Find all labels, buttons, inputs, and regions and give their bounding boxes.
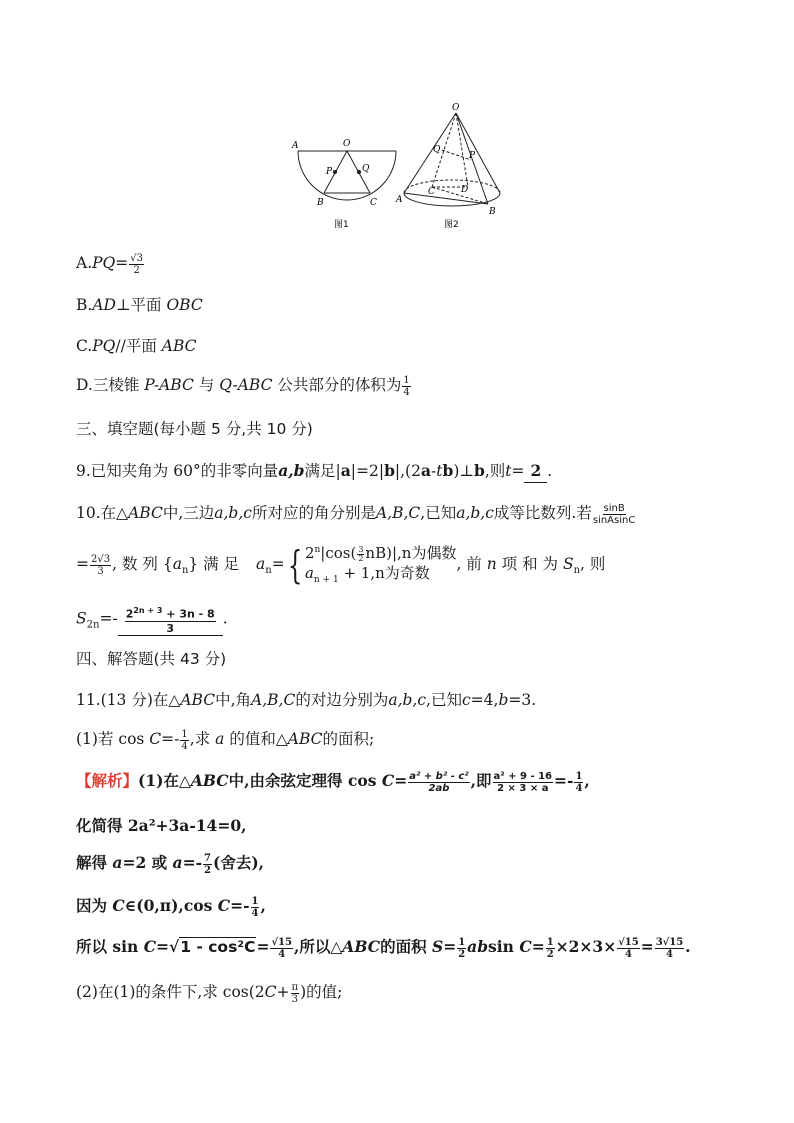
q9-text-4: |,(2 — [394, 462, 421, 480]
option-a-prefix: A. — [76, 254, 93, 272]
sol5-fraction-5 — [655, 937, 684, 960]
q9-text-7: ,则 — [484, 462, 506, 480]
question-9 — [76, 460, 552, 483]
q11-abc: ABC — [180, 691, 216, 709]
sol3-num: 7 — [204, 852, 211, 864]
q10-answer-num — [125, 604, 216, 622]
sol5-C: C — [143, 937, 157, 956]
q10-eq2: = — [99, 609, 113, 628]
q10-ratio-fraction — [90, 554, 111, 577]
fig1-label-O: O — [343, 139, 351, 149]
q10-S2: S — [76, 609, 87, 628]
fig2-label-O: O — [452, 103, 460, 113]
q11-p1-fraction — [180, 729, 188, 752]
q10-answer-blank — [118, 604, 223, 636]
question-10-line-3 — [76, 604, 228, 636]
q9-t2: t — [505, 462, 512, 480]
sol5-num2: 1 — [458, 936, 466, 948]
q10-case2-a: a — [304, 564, 314, 582]
sol5-num5: 3√15 — [655, 936, 684, 948]
question-10-line-1 — [76, 502, 636, 526]
fig1-label-C: C — [370, 198, 377, 208]
sol5-f: = — [443, 937, 457, 956]
sol5-sqrt: 1 - cos²C — [180, 938, 256, 956]
sol3-den: 2 — [204, 864, 211, 876]
q10-case1-exp: n — [314, 545, 321, 555]
figure-1 — [298, 151, 396, 200]
q10-case1-c: nB)|,n为偶数 — [365, 544, 457, 562]
q9-text-1: 9.已知夹角为 60°的非零向量 — [76, 462, 279, 480]
q9-text-6: )⊥ — [453, 462, 474, 480]
sol5-fraction-3 — [546, 937, 555, 960]
fig1-label-A: A — [292, 141, 299, 151]
q9-answer-blank — [524, 460, 547, 483]
q10-ratio-eq: = — [76, 555, 89, 573]
sol3-c: =- — [182, 853, 203, 872]
sol4-fraction — [251, 896, 260, 919]
sol1-fraction-3 — [574, 771, 583, 794]
sol5-den3: 2 — [546, 948, 554, 960]
option-d-fraction — [402, 375, 410, 398]
sol5-num: √15 — [271, 936, 292, 948]
solution-tag: 【解析】 — [76, 771, 139, 790]
option-a — [76, 252, 145, 276]
sol5-i: = — [531, 937, 545, 956]
q9-vec-a2: a — [420, 461, 432, 480]
q10-sin-fraction — [593, 503, 635, 526]
geometry-figures — [0, 0, 794, 240]
q11-p1-a2: a — [215, 730, 225, 748]
sol5-g: ab — [467, 937, 489, 956]
q10-S-sub: n — [573, 565, 581, 577]
option-b-perp: ⊥平面 — [115, 296, 162, 314]
q11-text-f: =3. — [508, 691, 537, 709]
q10-sin-den: sinAsinC — [592, 514, 636, 526]
fig1-label-Q: Q — [362, 164, 370, 174]
q10-case-even — [305, 540, 457, 563]
sol1-num: a² + b² - c² — [409, 770, 469, 782]
q11-p1-c: 的值和△ — [229, 730, 288, 748]
option-a-den: 2 — [133, 264, 140, 276]
sol3-av2: a — [172, 853, 183, 872]
q10-text-10: 项 和 为 — [501, 555, 559, 573]
q10-abc: ABC — [128, 504, 163, 522]
q10-case2-b: + 1,n为奇数 — [338, 564, 430, 582]
sol5-num3: 1 — [546, 936, 554, 948]
q10-an: a — [172, 555, 182, 573]
fig1-label-B: B — [317, 198, 324, 208]
q10-ratio-num: 2√3 — [91, 553, 111, 565]
figure-2 — [404, 113, 500, 206]
q9-text-5: - — [431, 462, 437, 480]
solution-line-1 — [76, 770, 590, 794]
q10-sides: a,b,c — [214, 504, 252, 522]
fig2-label-C: C — [428, 187, 435, 197]
section-4-title: 四、解答题(共 43 分) — [76, 650, 227, 668]
q11-part-2 — [76, 981, 342, 1005]
q11-p1-den: 4 — [181, 740, 188, 752]
q9-t: t — [436, 462, 443, 480]
option-a-fraction — [129, 253, 144, 276]
question-11 — [76, 689, 536, 711]
sol5-den2: 2 — [458, 948, 466, 960]
solution-line-2: 化简得 2a²+3a-14=0, — [76, 816, 247, 835]
q11-p1-abc: ABC — [287, 730, 323, 748]
q10-case1-fraction — [357, 546, 364, 563]
sol5-end: . — [685, 937, 691, 956]
q11-p2-den: 3 — [291, 993, 298, 1005]
fig1-label-P: P — [326, 167, 333, 177]
option-d-t1: 三棱锥 — [92, 376, 140, 394]
q10-ans-den: 3 — [166, 621, 175, 635]
sol5-den: 4 — [278, 948, 286, 960]
q11-c: c — [461, 691, 471, 709]
sol3-d: (舍去), — [212, 853, 265, 872]
sol1-den3: 4 — [575, 782, 583, 794]
sol3-b: =2 或 — [122, 853, 168, 872]
sol1-b: 中,由余弦定理得 cos — [228, 771, 377, 790]
q11-p2-fraction — [291, 982, 300, 1005]
q11-p2-b: )的值; — [300, 983, 343, 1001]
sol5-fraction-2 — [457, 937, 466, 960]
solution-line-3 — [76, 852, 264, 876]
q10-case1-num: 3 — [358, 544, 364, 554]
q9-text-8: = — [511, 462, 525, 480]
option-d-num: 1 — [403, 374, 410, 386]
q11-sides: a,b,c — [388, 691, 427, 709]
sol4-c: =- — [230, 896, 250, 915]
sol5-fraction-1 — [270, 937, 293, 960]
q9-answer: 2 — [530, 461, 542, 480]
q11-p1-b: ,求 — [189, 730, 211, 748]
q10-S: S — [562, 555, 574, 573]
sol5-j: ×2×3× — [555, 937, 617, 956]
q10-angles: A,B,C — [375, 504, 421, 522]
sol4-C2: C — [217, 896, 231, 915]
q10-text-11: , 则 — [580, 555, 606, 573]
sol1-c: ,即 — [470, 771, 492, 790]
sol1-den2: 2 × 3 × a — [497, 782, 549, 794]
option-c-plane: ABC — [161, 337, 197, 355]
q10-text-8: = — [271, 555, 285, 573]
q10-text-7: } 满 足 — [188, 555, 240, 573]
q11-p2-plus: + — [276, 983, 290, 1001]
q11-p1-num: 1 — [181, 728, 188, 740]
sol5-abc: ABC — [342, 937, 381, 956]
sol5-S: S — [431, 937, 444, 956]
sol1-C: C — [381, 771, 395, 790]
q10-cases — [305, 540, 457, 590]
sol5-c: = — [256, 937, 270, 956]
q11-p2-C: C — [264, 983, 277, 1001]
sol4-b: ∈(0,π),cos — [124, 896, 213, 915]
q11-part-1 — [76, 728, 374, 752]
q10-brace: { — [287, 543, 303, 587]
q10-text-3: 所对应的角分别是 — [251, 504, 376, 522]
q10-ratio-den: 3 — [97, 565, 104, 577]
sol3-av: a — [112, 853, 123, 872]
q9-vec-b2: b — [442, 461, 454, 480]
fig1-caption: 图1 — [334, 220, 349, 230]
q9-vec-b: b — [384, 461, 395, 480]
sol1-den: 2ab — [428, 782, 450, 794]
sol1-fraction-2 — [493, 771, 553, 794]
q9-text-3: |=2| — [350, 462, 385, 480]
q9-vec-b3: b — [473, 461, 485, 480]
fig2-label-B: B — [489, 207, 496, 217]
sol3-a: 解得 — [76, 853, 108, 872]
question-10-line-2 — [76, 540, 605, 593]
fig2-label-D: D — [461, 185, 469, 195]
sol1-num3: 1 — [575, 770, 583, 782]
sol4-num: 1 — [251, 895, 259, 907]
option-a-lhs: PQ — [92, 254, 116, 272]
option-d — [76, 374, 412, 398]
q11-text-c: 的对边分别为 — [295, 691, 389, 709]
q11-angles: A,B,C — [251, 691, 296, 709]
q9-text-2: 满足| — [304, 462, 341, 480]
q10-end: . — [222, 609, 228, 628]
option-b-expr: AD — [92, 296, 116, 314]
option-b-prefix: B. — [76, 296, 93, 314]
option-d-den: 4 — [403, 386, 410, 398]
option-c-expr: PQ — [92, 337, 116, 355]
sol1-eq: = — [394, 771, 408, 790]
q10-sides2: a,b,c — [456, 504, 494, 522]
sol5-C2: C — [519, 937, 532, 956]
q10-text-9: , 前 — [456, 555, 482, 573]
section-3-title: 三、填空题(每小题 5 分,共 10 分) — [76, 420, 313, 438]
sol5-fraction-4 — [617, 937, 640, 960]
q10-an2-sub: n — [265, 565, 272, 577]
fig2-caption: 图2 — [444, 220, 459, 230]
q10-case1-b: |cos( — [320, 544, 357, 562]
q10-piecewise — [285, 540, 457, 590]
option-d-t2: 与 — [198, 376, 215, 394]
q11-text-a: 11.(13 分)在△ — [76, 691, 181, 709]
sol4-end: , — [260, 896, 266, 915]
sol5-den4: 4 — [624, 948, 632, 960]
q9-vec-a: a — [340, 461, 351, 480]
q10-ans-rest: + 3n - 8 — [162, 607, 215, 621]
sol5-e: 的面积 — [380, 937, 427, 956]
q11-p1-a: (1)若 cos — [76, 730, 145, 748]
option-c — [76, 335, 197, 357]
q10-text-6: , 数 列 { — [112, 555, 173, 573]
solution-line-5 — [76, 936, 691, 960]
q10-answer-fraction — [125, 604, 216, 635]
q11-b: b — [498, 691, 509, 709]
option-d-t3: 公共部分的体积为 — [277, 376, 402, 394]
q11-text-d: ,已知 — [426, 691, 462, 709]
option-a-eq: = — [115, 254, 129, 272]
q10-ans-exp: 2n + 3 — [133, 606, 163, 615]
option-d-p1: P-ABC — [144, 376, 194, 394]
q11-p1-eq: =- — [161, 730, 180, 748]
sol5-h: sin — [488, 937, 514, 956]
option-c-par: //平面 — [115, 337, 157, 355]
option-b — [76, 294, 203, 316]
q10-an2: a — [256, 555, 266, 573]
q11-p2-num: π — [291, 981, 299, 993]
q10-S2-sub: 2n — [86, 619, 100, 631]
fig2-label-A: A — [396, 195, 403, 205]
option-d-prefix: D. — [76, 376, 93, 394]
sol5-k: = — [640, 937, 654, 956]
sol5-b: = — [156, 937, 170, 956]
sol1-eq2: =- — [554, 771, 574, 790]
sol4-den: 4 — [251, 907, 259, 919]
q10-an-sub: n — [181, 565, 189, 577]
q10-sin-num: sinB — [603, 502, 625, 514]
q10-case1-base: 2 — [304, 544, 315, 562]
sol5-d: ,所以△ — [293, 937, 343, 956]
sol1-a: (1)在△ — [138, 771, 191, 790]
q11-p1-d: 的面积; — [322, 730, 375, 748]
sol1-num2: a² + 9 - 16 — [493, 770, 553, 782]
q11-text-b: 中,角 — [215, 691, 251, 709]
q9-end: . — [547, 462, 553, 480]
fig2-label-P: P — [469, 151, 476, 161]
solution-line-4 — [76, 895, 266, 919]
q9-vectors: a,b — [278, 461, 305, 480]
sol5-num4: √15 — [618, 936, 639, 948]
option-a-num: √3 — [130, 252, 143, 264]
q10-case1-den: 2 — [358, 553, 364, 563]
q11-p1-C: C — [149, 730, 162, 748]
sol1-abc: ABC — [190, 771, 229, 790]
sol1-fraction-1 — [408, 771, 469, 794]
q10-text-4: ,已知 — [420, 504, 457, 522]
q10-text-5: 成等比数列.若 — [493, 504, 592, 522]
sol5-a: 所以 sin — [76, 937, 139, 956]
q10-text-2: 中,三边 — [162, 504, 215, 522]
option-c-prefix: C. — [76, 337, 93, 355]
option-b-plane: OBC — [166, 296, 203, 314]
sol5-sqrt-sign: √ — [169, 937, 180, 956]
sol4-a: 因为 — [76, 896, 108, 915]
q10-case2-sub: n + 1 — [313, 575, 339, 585]
q10-n: n — [486, 555, 497, 573]
q10-ans-base: 2 — [125, 607, 134, 621]
sol4-C: C — [112, 896, 125, 915]
sol3-fraction — [203, 853, 212, 876]
fig2-label-Q: Q — [433, 145, 441, 155]
q10-case-odd — [305, 563, 457, 590]
q11-text-e: =4, — [470, 691, 499, 709]
sol1-end: , — [584, 771, 590, 790]
q11-p2-a: (2)在(1)的条件下,求 cos(2 — [76, 983, 265, 1001]
q10-text-1: 10.在△ — [76, 504, 129, 522]
option-d-p2: Q-ABC — [219, 376, 273, 394]
q10-ans-minus: - — [112, 609, 118, 628]
sol5-den5: 4 — [665, 948, 673, 960]
